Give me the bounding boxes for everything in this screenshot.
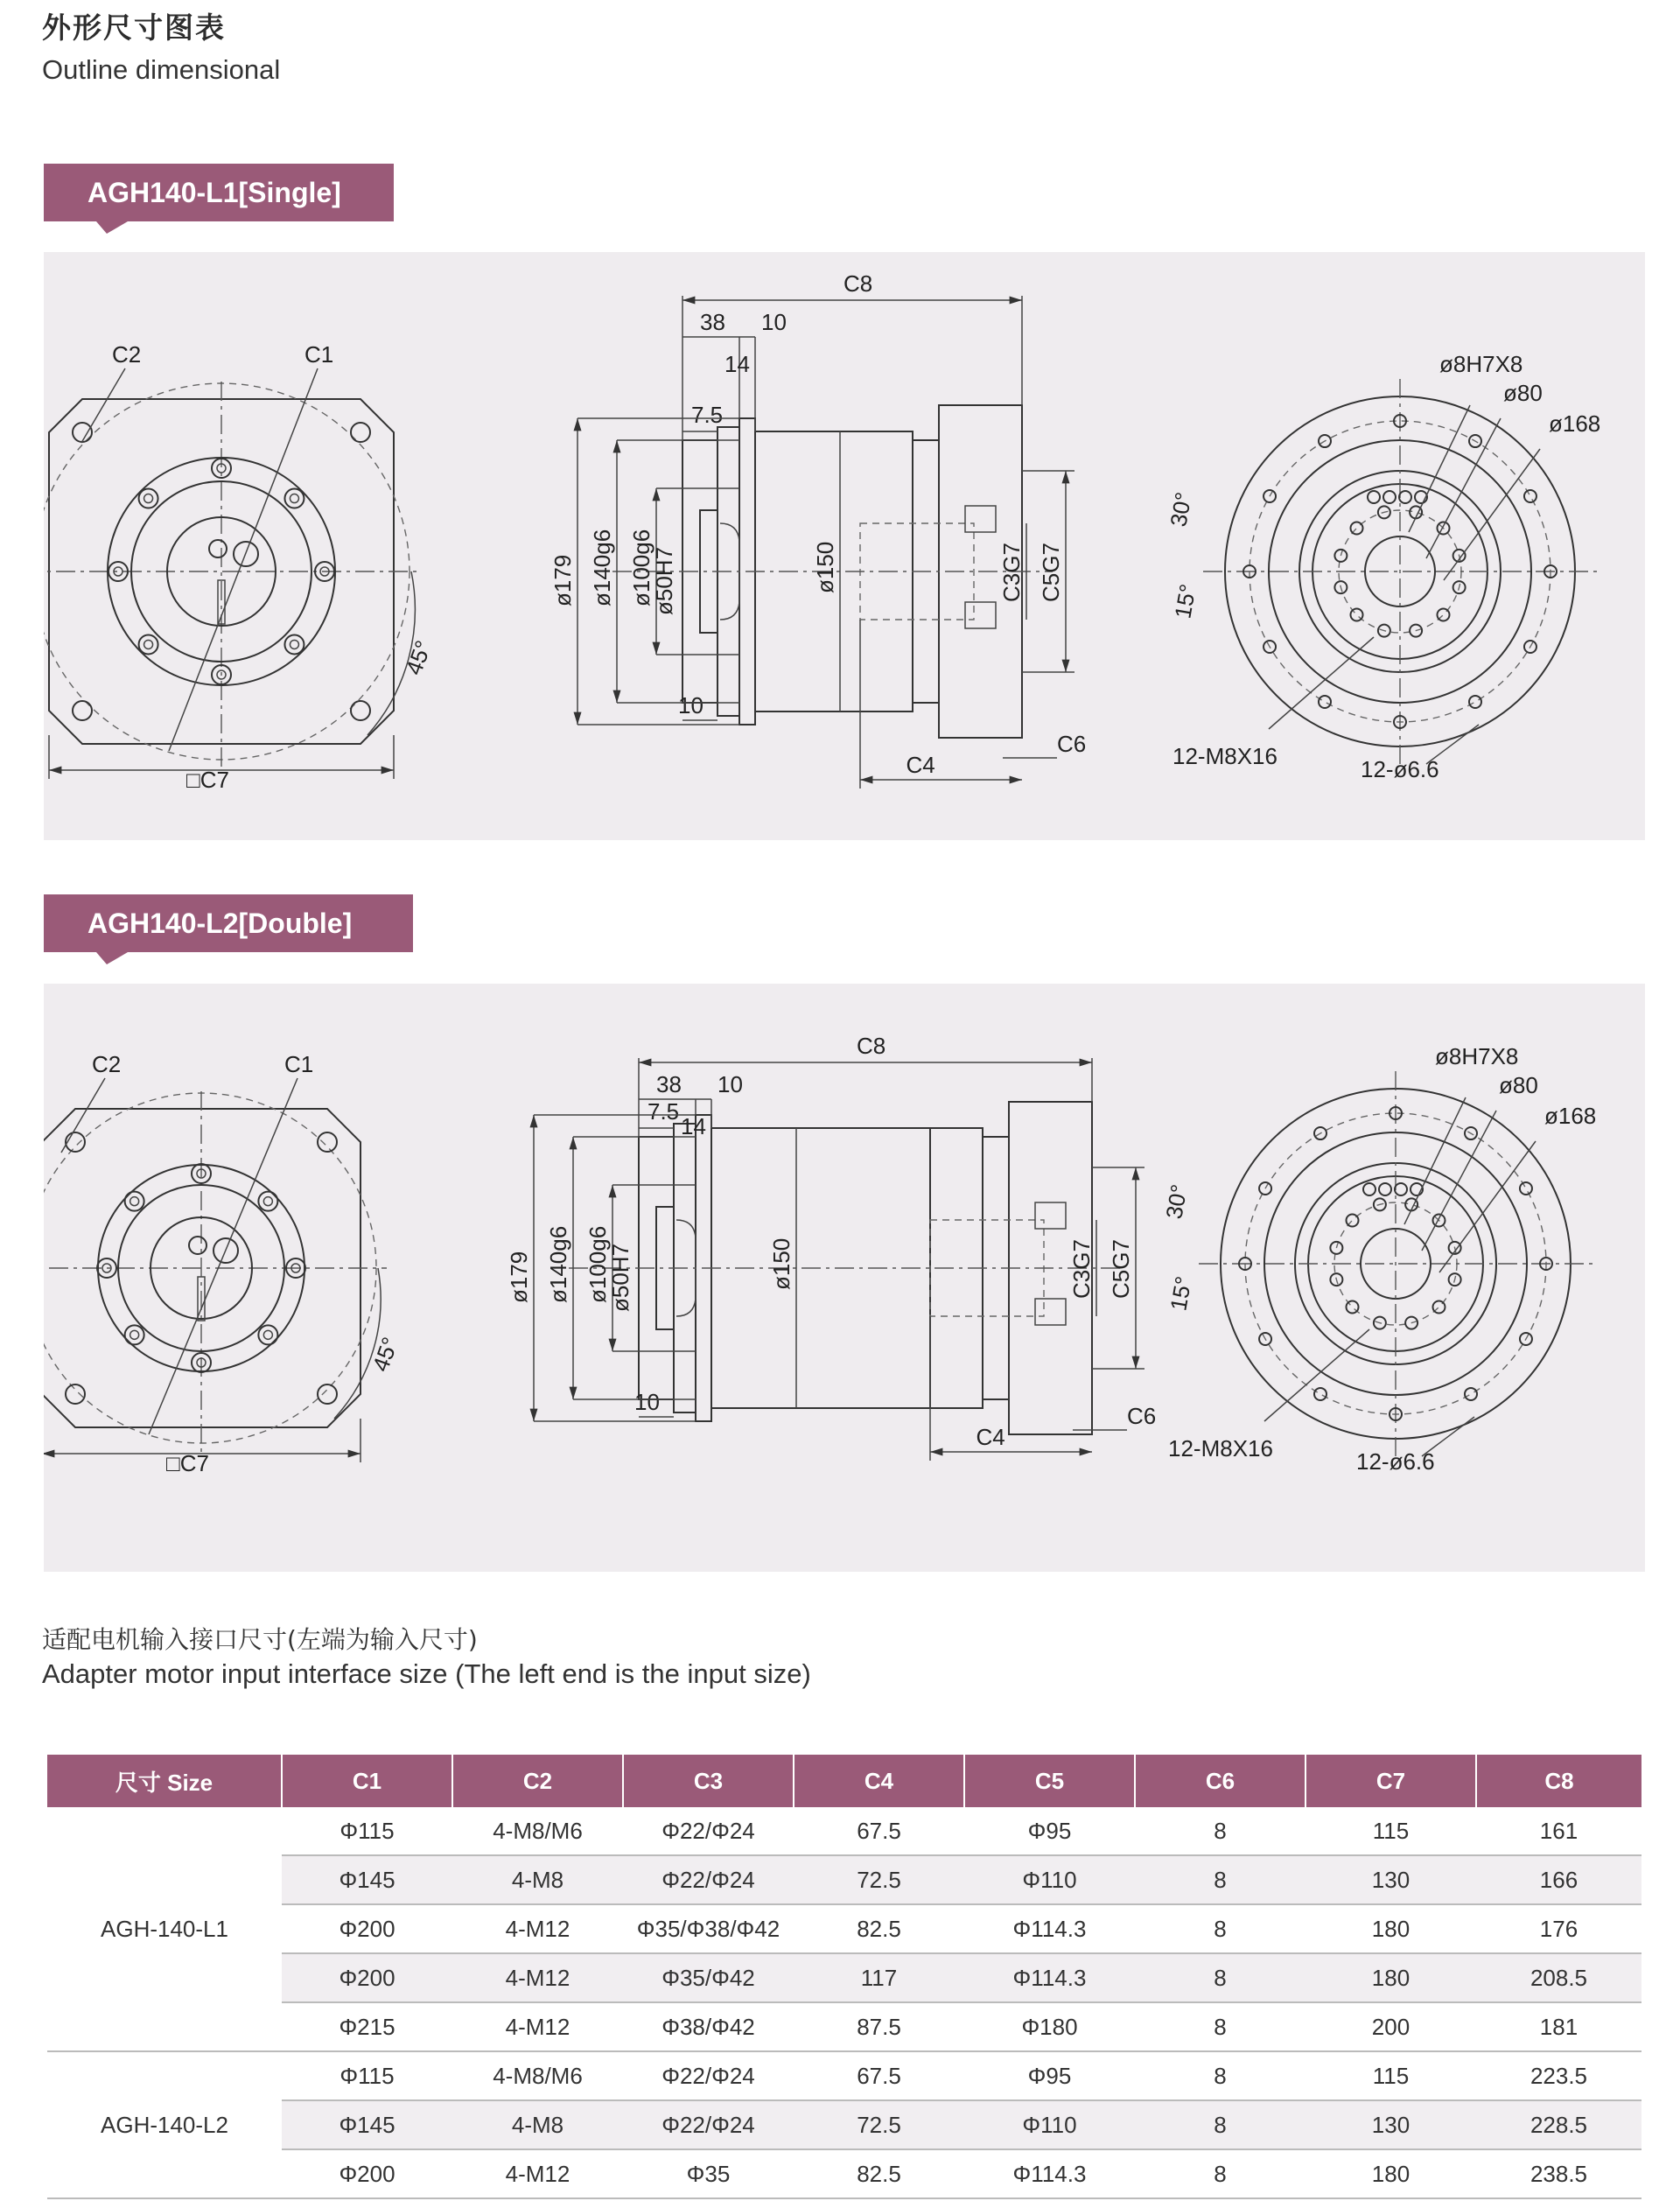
table-cell: 166 bbox=[1476, 1855, 1642, 1904]
table-cell: Φ114.3 bbox=[964, 1953, 1135, 2002]
dim-label-dia179: ø179 bbox=[506, 1251, 532, 1303]
dim-arrow bbox=[530, 1115, 538, 1127]
dim-label-d14: 14 bbox=[681, 1113, 706, 1139]
pin-hole bbox=[1395, 1183, 1407, 1195]
table-cell: 176 bbox=[1476, 1904, 1642, 1953]
table-cell: Φ114.3 bbox=[964, 2149, 1135, 2198]
dim-label-c8: C8 bbox=[844, 270, 873, 297]
key-hole bbox=[189, 1237, 206, 1254]
table-cell: 4-M8 bbox=[452, 2100, 623, 2149]
dim-arrow bbox=[348, 1450, 360, 1458]
table-cell: 8 bbox=[1135, 1904, 1306, 1953]
table-cell: 238.5 bbox=[1476, 2149, 1642, 2198]
dim-label-c6: C6 bbox=[1127, 1403, 1157, 1429]
table-cell: Φ35/Φ38/Φ42 bbox=[623, 1904, 794, 1953]
table-cell: 82.5 bbox=[794, 2149, 964, 2198]
dim-label-c8: C8 bbox=[857, 1033, 886, 1059]
table-cell: 87.5 bbox=[794, 2002, 964, 2051]
dim-label-dia150: ø150 bbox=[812, 541, 838, 593]
bolt-hole bbox=[258, 1192, 277, 1211]
table-row bbox=[47, 1953, 1642, 2002]
table-cell: 161 bbox=[1476, 1807, 1642, 1855]
dim-label-dia80: ø80 bbox=[1503, 380, 1543, 406]
dim-arrow bbox=[613, 690, 621, 703]
mount-hole bbox=[318, 1132, 337, 1152]
bolt-hole-inner bbox=[144, 494, 153, 503]
dim-label-dia80: ø80 bbox=[1499, 1072, 1538, 1098]
dim-label-c4: C4 bbox=[906, 752, 935, 778]
adapter-title-en: Adapter motor input interface size (The left end is the input size) bbox=[42, 1658, 811, 1689]
dim-arrow bbox=[44, 1450, 54, 1458]
header-c7: C7 bbox=[1306, 1755, 1476, 1807]
table-cell: 4-M12 bbox=[452, 1904, 623, 1953]
dim-label-c1: C1 bbox=[284, 1051, 314, 1077]
table-cell: 200 bbox=[1306, 2002, 1476, 2051]
dim-arrow bbox=[382, 767, 394, 775]
dim-label-angle15: 15° bbox=[1169, 582, 1201, 621]
dia168-leader bbox=[1444, 449, 1540, 580]
key-leader bbox=[1409, 405, 1470, 532]
dim-label-d10top: 10 bbox=[718, 1071, 743, 1097]
table-header-row bbox=[47, 1755, 1642, 1807]
bolt-hole bbox=[139, 489, 158, 508]
table-cell: 181 bbox=[1476, 2002, 1642, 2051]
table-cell: Φ38/Φ42 bbox=[623, 2002, 794, 2051]
dim-label-d38: 38 bbox=[656, 1071, 682, 1097]
dim-label-c5: C5G7 bbox=[1038, 543, 1064, 602]
table-cell: Φ95 bbox=[964, 1807, 1135, 1855]
table-cell: 4-M12 bbox=[452, 1953, 623, 2002]
flange-hole bbox=[1469, 696, 1481, 708]
key-detail bbox=[1035, 1299, 1066, 1325]
dim-label-m8: 12-M8X16 bbox=[1168, 1435, 1273, 1461]
table-cell: 8 bbox=[1135, 1953, 1306, 2002]
model-cell: AGH-140-L1 bbox=[47, 1807, 282, 2051]
table-cell: 180 bbox=[1306, 1904, 1476, 1953]
dia168-leader bbox=[1439, 1141, 1536, 1272]
table-cell: Φ180 bbox=[964, 2002, 1135, 2051]
flange-hole bbox=[1465, 1388, 1477, 1400]
dim-arrow bbox=[1132, 1356, 1140, 1369]
dim-label-c5: C5G7 bbox=[1108, 1239, 1134, 1299]
bolt-hole-inner bbox=[144, 640, 153, 648]
table-cell: Φ115 bbox=[282, 1807, 452, 1855]
dim-arrow bbox=[570, 1387, 578, 1399]
dim-label-angle30: 30° bbox=[1165, 490, 1197, 529]
dim-label-c2: C2 bbox=[92, 1051, 122, 1077]
table-cell: 130 bbox=[1306, 1855, 1476, 1904]
dim-label-dia50: ø50H7 bbox=[651, 546, 677, 615]
dim-label-d7_5: 7.5 bbox=[691, 402, 724, 428]
dim-label-dia168: ø168 bbox=[1544, 1103, 1597, 1129]
table-cell: Φ35/Φ42 bbox=[623, 1953, 794, 2002]
dia80-leader bbox=[1426, 418, 1501, 558]
bolt-hole bbox=[284, 489, 304, 508]
dim-arrow bbox=[639, 1059, 651, 1067]
table-row bbox=[47, 1807, 1642, 1855]
dim-label-key: ø8H7X8 bbox=[1435, 1043, 1519, 1069]
drawing-panel-double bbox=[44, 984, 1645, 1572]
dim-arrow bbox=[1010, 776, 1022, 784]
table-cell: 8 bbox=[1135, 1807, 1306, 1855]
table-cell: 130 bbox=[1306, 2100, 1476, 2149]
dim-arrow bbox=[860, 776, 872, 784]
pin-hole bbox=[1379, 1183, 1391, 1195]
tapped-hole bbox=[1432, 1300, 1445, 1313]
bolt-hole-inner bbox=[263, 1197, 272, 1206]
table-cell: Φ145 bbox=[282, 1855, 452, 1904]
table-cell: 223.5 bbox=[1476, 2051, 1642, 2100]
flange-hole bbox=[1314, 1388, 1326, 1400]
table-cell: Φ215 bbox=[282, 2002, 452, 2051]
table-cell: 115 bbox=[1306, 2051, 1476, 2100]
dim-arrow bbox=[609, 1339, 617, 1351]
dim-arrow bbox=[682, 297, 695, 305]
table-cell: 8 bbox=[1135, 2100, 1306, 2149]
dim-arrow bbox=[1132, 1167, 1140, 1180]
dim-arrow bbox=[1010, 297, 1022, 305]
mount-hole bbox=[73, 701, 92, 720]
section-tag-single: AGH140-L1[Single] bbox=[44, 164, 394, 221]
dim-label-angle45: 45° bbox=[367, 1333, 404, 1376]
dim-label-d7_5: 7.5 bbox=[648, 1098, 680, 1125]
dim-label-c3: C3G7 bbox=[1068, 1239, 1095, 1299]
tapped-hole bbox=[1351, 608, 1363, 620]
bolt-hole bbox=[139, 634, 158, 654]
mount-hole bbox=[66, 1384, 85, 1404]
dim-arrow bbox=[1080, 1059, 1092, 1067]
table-cell: 4-M12 bbox=[452, 2149, 623, 2198]
table-cell: 67.5 bbox=[794, 2051, 964, 2100]
table-cell: 117 bbox=[794, 1953, 964, 2002]
table-cell: Φ200 bbox=[282, 2149, 452, 2198]
drawing-panel-single bbox=[44, 252, 1645, 840]
tapped-hole bbox=[1334, 550, 1347, 562]
table-cell: Φ22/Φ24 bbox=[623, 2051, 794, 2100]
table-cell: Φ22/Φ24 bbox=[623, 2100, 794, 2149]
table-cell: 180 bbox=[1306, 2149, 1476, 2198]
dim-label-holes: 12-ø6.6 bbox=[1361, 756, 1439, 782]
page-title-cn: 外形尺寸图表 bbox=[42, 11, 226, 45]
dim-label-c1: C1 bbox=[304, 341, 334, 368]
dim-arrow bbox=[530, 1409, 538, 1421]
dim-label-angle45: 45° bbox=[400, 636, 438, 679]
mount-hole bbox=[351, 701, 370, 720]
header-size: 尺寸 Size bbox=[47, 1755, 282, 1807]
bolt-hole-inner bbox=[130, 1197, 139, 1206]
bolt-hole-inner bbox=[263, 1330, 272, 1339]
header-c8: C8 bbox=[1476, 1755, 1642, 1807]
bolt-hole-inner bbox=[290, 494, 298, 503]
table-cell: 8 bbox=[1135, 1855, 1306, 1904]
tapped-hole bbox=[1330, 1242, 1342, 1254]
dim-label-d10bottom: 10 bbox=[678, 692, 704, 718]
mount-hole bbox=[73, 423, 92, 442]
bolt-hole bbox=[125, 1192, 144, 1211]
table-cell: 8 bbox=[1135, 2149, 1306, 2198]
dim-arrow bbox=[653, 642, 661, 655]
table-cell: Φ200 bbox=[282, 1953, 452, 2002]
adapter-dimension-table bbox=[47, 1755, 1642, 2199]
model-cell: AGH-140-L2 bbox=[47, 2051, 282, 2198]
table-cell: 115 bbox=[1306, 1807, 1476, 1855]
dim-label-c2: C2 bbox=[112, 341, 142, 368]
key-detail bbox=[965, 602, 996, 628]
tapped-hole bbox=[1347, 1300, 1359, 1313]
dim-label-d10bottom: 10 bbox=[634, 1389, 660, 1415]
table-cell: 4-M8/M6 bbox=[452, 1807, 623, 1855]
dim-arrow bbox=[574, 418, 582, 431]
dim-label-c7: □C7 bbox=[186, 767, 229, 793]
table-cell: 8 bbox=[1135, 2051, 1306, 2100]
bolt-hole bbox=[125, 1325, 144, 1344]
pin-hole bbox=[1383, 491, 1396, 503]
dim-arrow bbox=[1080, 1448, 1092, 1456]
dim-label-d14: 14 bbox=[724, 351, 750, 377]
dim-arrow bbox=[574, 712, 582, 725]
dim-label-dia168: ø168 bbox=[1549, 410, 1601, 437]
key-detail bbox=[1035, 1202, 1066, 1229]
table-cell: Φ115 bbox=[282, 2051, 452, 2100]
tapped-hole bbox=[1351, 522, 1363, 535]
mount-hole bbox=[318, 1384, 337, 1404]
table-row bbox=[47, 2100, 1642, 2149]
table-row bbox=[47, 1904, 1642, 1953]
table-cell: Φ200 bbox=[282, 1904, 452, 1953]
pin-hole bbox=[1368, 491, 1380, 503]
table-cell: Φ95 bbox=[964, 2051, 1135, 2100]
tapped-hole bbox=[1437, 608, 1449, 620]
mount-hole bbox=[66, 1132, 85, 1152]
dim-arrow bbox=[1062, 471, 1070, 483]
table-cell: 72.5 bbox=[794, 1855, 964, 1904]
bolt-hole-inner bbox=[130, 1330, 139, 1339]
flange-hole bbox=[1520, 1182, 1532, 1195]
table-cell: 180 bbox=[1306, 1953, 1476, 2002]
dia80-leader bbox=[1422, 1111, 1496, 1251]
table-cell: Φ35 bbox=[623, 2149, 794, 2198]
table-cell: 72.5 bbox=[794, 2100, 964, 2149]
drawing-svg bbox=[44, 984, 1645, 1572]
adapter-title-cn: 适配电机输入接口尺寸(左端为输入尺寸) bbox=[42, 1625, 478, 1654]
dim-arrow bbox=[930, 1448, 942, 1456]
dim-label-c3: C3G7 bbox=[998, 543, 1025, 602]
dim-label-dia50: ø50H7 bbox=[607, 1243, 634, 1312]
header-c3: C3 bbox=[623, 1755, 794, 1807]
dim-label-angle15: 15° bbox=[1165, 1274, 1197, 1314]
dim-label-dia179: ø179 bbox=[550, 554, 576, 606]
section-tag-double: AGH140-L2[Double] bbox=[44, 894, 413, 952]
table-row bbox=[47, 2002, 1642, 2051]
key-hole bbox=[209, 540, 227, 557]
table-cell: Φ114.3 bbox=[964, 1904, 1135, 1953]
dim-arrow bbox=[49, 767, 61, 775]
table-cell: 8 bbox=[1135, 2002, 1306, 2051]
tapped-hole bbox=[1347, 1215, 1359, 1227]
table-row bbox=[47, 2149, 1642, 2198]
dim-label-d38: 38 bbox=[700, 309, 725, 335]
table-cell: Φ22/Φ24 bbox=[623, 1807, 794, 1855]
mount-hole bbox=[351, 423, 370, 442]
table-cell: 208.5 bbox=[1476, 1953, 1642, 2002]
dim-label-dia140: ø140g6 bbox=[545, 1225, 571, 1303]
dim-arrow bbox=[570, 1137, 578, 1149]
dim-label-key: ø8H7X8 bbox=[1439, 351, 1523, 377]
c1-leader bbox=[169, 368, 318, 751]
table-cell: 67.5 bbox=[794, 1807, 964, 1855]
table-cell: 4-M12 bbox=[452, 2002, 623, 2051]
c1-leader bbox=[149, 1078, 298, 1434]
key-detail bbox=[965, 506, 996, 532]
header-c4: C4 bbox=[794, 1755, 964, 1807]
bolt-hole bbox=[284, 634, 304, 654]
bolt-hole bbox=[258, 1325, 277, 1344]
table-cell: 4-M8/M6 bbox=[452, 2051, 623, 2100]
table-cell: Φ110 bbox=[964, 2100, 1135, 2149]
dim-label-c7: □C7 bbox=[166, 1450, 209, 1476]
dim-label-c6: C6 bbox=[1057, 731, 1087, 757]
m8-leader bbox=[1269, 637, 1374, 729]
table-cell: 4-M8 bbox=[452, 1855, 623, 1904]
table-cell: Φ110 bbox=[964, 1855, 1135, 1904]
table-cell: Φ22/Φ24 bbox=[623, 1855, 794, 1904]
dim-label-dia150: ø150 bbox=[768, 1237, 794, 1290]
pin-hole bbox=[1399, 491, 1411, 503]
c2-leader bbox=[81, 368, 125, 443]
m8-leader bbox=[1264, 1329, 1369, 1421]
dim-label-holes: 12-ø6.6 bbox=[1356, 1448, 1435, 1475]
pin-hole bbox=[1363, 1183, 1376, 1195]
table-cell: Φ145 bbox=[282, 2100, 452, 2149]
table-cell: 82.5 bbox=[794, 1904, 964, 1953]
dim-label-d10top: 10 bbox=[761, 309, 787, 335]
key-leader bbox=[1404, 1097, 1466, 1224]
header-c6: C6 bbox=[1135, 1755, 1306, 1807]
flange-hole bbox=[1524, 490, 1536, 502]
dim-arrow bbox=[609, 1185, 617, 1197]
dim-label-m8: 12-M8X16 bbox=[1172, 743, 1278, 769]
header-c1: C1 bbox=[282, 1755, 452, 1807]
dim-arrow bbox=[653, 488, 661, 501]
drawing-svg bbox=[44, 252, 1645, 840]
page-title-en: Outline dimensional bbox=[42, 54, 281, 85]
table-row bbox=[47, 1855, 1642, 1904]
dim-label-dia100: ø100g6 bbox=[584, 1225, 611, 1303]
table-row bbox=[47, 2051, 1642, 2100]
dim-label-dia140: ø140g6 bbox=[589, 529, 615, 606]
dim-arrow bbox=[1062, 660, 1070, 672]
dim-label-dia100: ø100g6 bbox=[628, 529, 654, 606]
header-c2: C2 bbox=[452, 1755, 623, 1807]
bolt-hole-inner bbox=[290, 640, 298, 648]
flange-hole bbox=[1319, 696, 1331, 708]
dim-label-angle30: 30° bbox=[1160, 1182, 1193, 1222]
header-c5: C5 bbox=[964, 1755, 1135, 1807]
dim-label-c4: C4 bbox=[976, 1424, 1005, 1450]
table-cell: 228.5 bbox=[1476, 2100, 1642, 2149]
dim-arrow bbox=[613, 440, 621, 452]
